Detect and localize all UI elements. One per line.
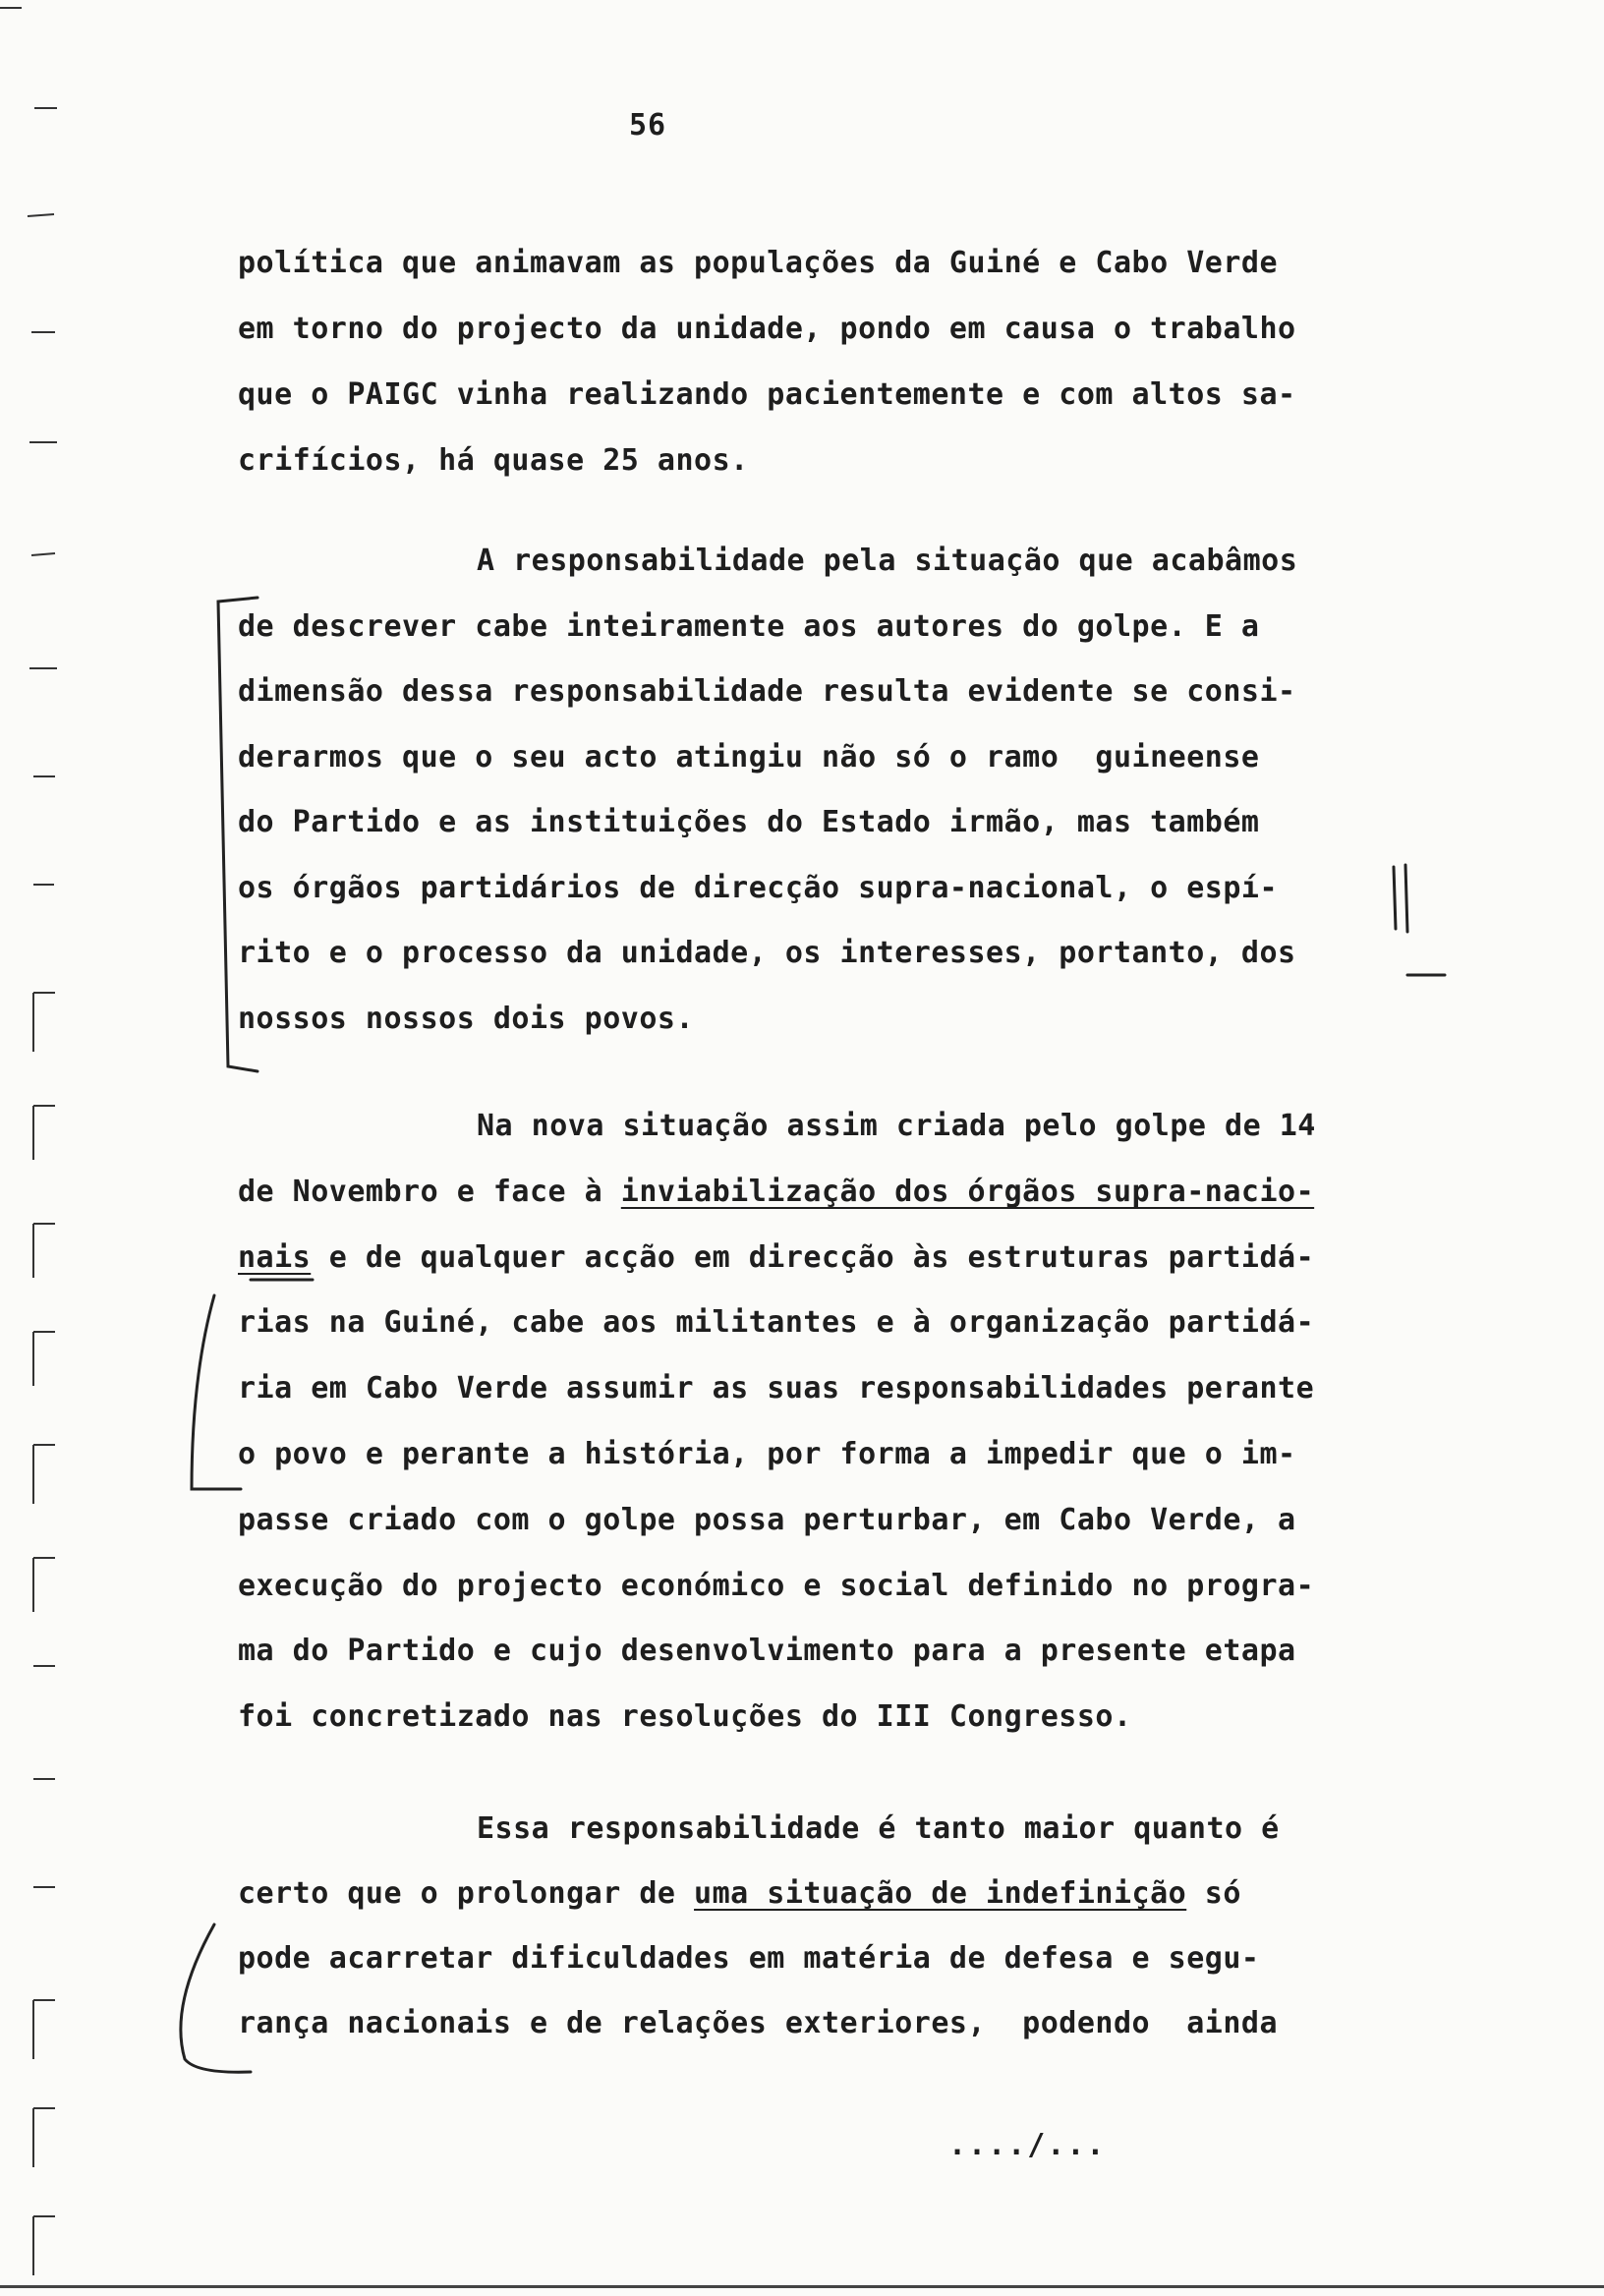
text-line	[238, 871, 1278, 905]
bracket-paragraph-3	[192, 1295, 241, 1489]
text-line	[238, 609, 1259, 644]
text-span: A responsabilidade pela situação que acabâmos	[477, 544, 1298, 578]
text-line	[238, 740, 1259, 775]
text-line	[238, 1371, 1314, 1406]
text-span: em torno do projecto da unidade, pondo em causa o trabalho	[238, 312, 1296, 346]
margin-double-bar	[1394, 865, 1407, 932]
text-line	[238, 312, 1296, 346]
text-line	[238, 1002, 694, 1036]
text-span: Essa responsabilidade é tanto maior quanto é	[477, 1811, 1280, 1846]
text-span: que o PAIGC vinha realizando pacientemente e com altos sa-	[238, 377, 1296, 412]
text-span: rança nacionais e de relações exteriores, podendo ainda	[238, 2006, 1279, 2040]
text-line	[477, 1811, 1280, 1846]
text-span: o povo e perante a história, por forma a impedir que o im-	[238, 1437, 1296, 1471]
text-span: de Novembro e face à	[238, 1174, 621, 1209]
text-span: e de qualquer acção em direcção às estruturas partidá-	[311, 1239, 1315, 1275]
text-span: passe criado com o golpe possa perturbar, em Cabo Verde, a	[238, 1502, 1296, 1537]
text-span: ria em Cabo Verde assumir as suas responsabilidades perante	[238, 1371, 1315, 1406]
text-line	[238, 246, 1278, 280]
text-line	[238, 1437, 1296, 1471]
left-margin-marks	[0, 0, 59, 2296]
text-span: ma do Partido e cujo desenvolvimento para a presente etapa	[238, 1634, 1296, 1669]
text-span: Na nova situação assim criada pelo golpe de 14	[477, 1109, 1316, 1143]
text-line	[238, 1305, 1314, 1340]
text-line	[238, 1876, 1241, 1911]
text-line	[477, 544, 1297, 578]
text-line	[238, 805, 1259, 839]
text-span: execução do projecto económico e social definido no progra-	[238, 1568, 1315, 1603]
text-span: rias na Guiné, cabe aos militantes e à organização partidá-	[238, 1305, 1315, 1341]
text-line	[238, 936, 1296, 970]
text-span: foi concretizado nas resoluções do III Congresso.	[238, 1699, 1132, 1735]
text-line	[477, 1109, 1316, 1143]
text-span: política que animavam as populações da Guiné e Cabo Verde	[238, 246, 1279, 280]
text-line	[238, 1941, 1259, 1976]
text-span: nossos nossos dois povos.	[238, 1001, 695, 1036]
text-span: derarmos que o seu acto atingiu não só o ramo guineense	[238, 739, 1260, 775]
text-line	[238, 377, 1296, 412]
text-span: de descrever cabe inteiramente aos autores do golpe. E a	[238, 608, 1260, 644]
text-line	[238, 1240, 1314, 1275]
text-line	[238, 1699, 1132, 1734]
page-number: 56	[629, 108, 667, 143]
text-span: dimensão dessa responsabilidade resulta evidente se consi-	[238, 674, 1296, 709]
text-span: crifícios, há quase 25 anos.	[238, 443, 749, 478]
text-line	[238, 443, 749, 478]
text-span: os órgãos partidários de direcção supra-nacional, o espí-	[238, 870, 1279, 905]
text-line	[238, 1634, 1296, 1668]
underlined-phrase: inviabilização dos órgãos supra-nacio-	[620, 1174, 1315, 1209]
text-line	[238, 1175, 1314, 1209]
text-span: certo que o prolongar de	[238, 1876, 695, 1911]
continuation-mark: ..../...	[948, 2128, 1107, 2162]
text-line	[238, 674, 1296, 709]
underlined-phrase: nais	[238, 1239, 312, 1275]
text-line	[238, 1569, 1314, 1603]
text-span: só	[1186, 1876, 1241, 1911]
text-span: do Partido e as instituições do Estado irmão, mas também	[238, 805, 1260, 839]
underlined-phrase: uma situação de indefinição	[694, 1876, 1187, 1911]
bottom-edge-rule	[0, 2285, 1604, 2288]
text-span: rito e o processo da unidade, os interesses, portanto, dos	[238, 936, 1296, 970]
text-line	[238, 1503, 1296, 1537]
text-span: pode acarretar dificuldades em matéria de defesa e segu-	[238, 1941, 1260, 1976]
text-line	[238, 2006, 1278, 2040]
